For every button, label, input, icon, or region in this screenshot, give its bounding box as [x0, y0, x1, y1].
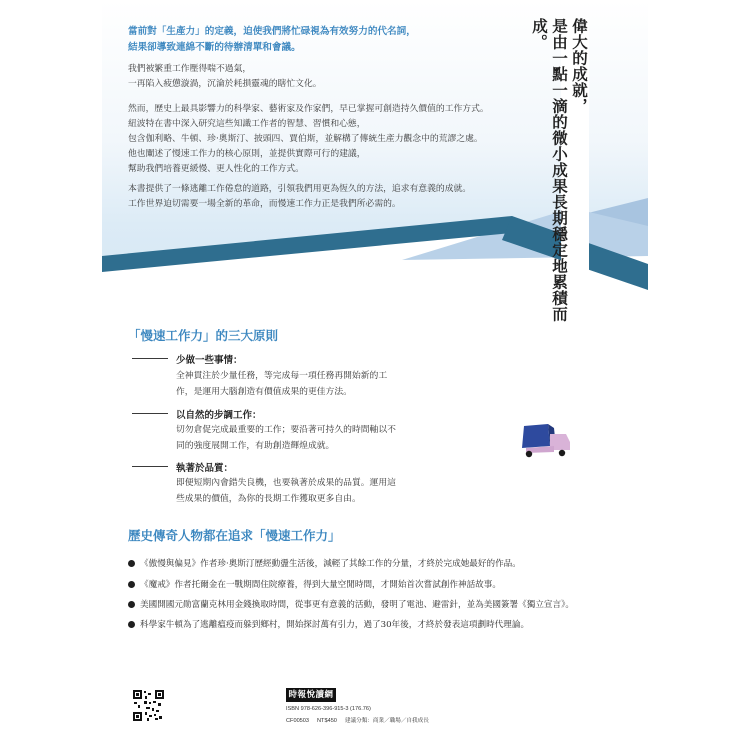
principle-heading: 少做一些事情： — [176, 355, 243, 366]
figure-text: 美國開國元勛富蘭克林用金錢換取時間，從事更有意義的活動，發明了電池、避雷針，並為美國簽署《獨立宣言》。 — [140, 600, 574, 610]
principle-body-line: 即便短期內會錯失良機，也要執著於成果的品質。運用這 — [176, 478, 396, 488]
qr-code-icon[interactable] — [132, 689, 165, 722]
principle-divider — [132, 413, 168, 414]
figure-list-item — [128, 557, 521, 569]
bullet-icon — [128, 621, 135, 628]
paragraph-line: 一再陷入疲憊漩渦，沉淪於耗損靈魂的瞎忙文化。 — [128, 79, 322, 89]
intro-headline-line: 結果卻導致連綿不斷的待辦清單和會議。 — [128, 42, 301, 53]
intro-paragraph-2 — [128, 102, 558, 177]
paragraph-line: 工作世界迫切需要一場全新的革命，而慢速工作力正是我們所必需的。 — [128, 199, 401, 209]
paragraph-line: 紐波特在書中深入研究這些知識工作者的智慧、習慣和心態， — [128, 119, 366, 129]
bullet-icon — [128, 601, 135, 608]
footer-meta — [286, 716, 437, 724]
price-text: NT$450 — [317, 718, 337, 724]
paragraph-line: 他也闡述了慢速工作力的核心原則，並提供實際可行的建議， — [128, 149, 366, 159]
figure-list-item — [128, 618, 529, 630]
principle-body-line: 切勿倉促完成最重要的工作；要沿著可持久的時間軸以不 — [176, 425, 396, 435]
paragraph-line: 包含伽利略、牛頓、珍·奧斯汀、披頭四、賈伯斯，並解構了傳統生產力觀念中的荒謬之處。 — [128, 134, 483, 144]
paragraph-line: 本書提供了一條逃離工作倦怠的道路，引領我們用更為恆久的方法，追求有意義的成就。 — [128, 184, 472, 194]
vertical-title-line: 是由一點一滴的微小成果長期穩定地累積而成。 — [530, 18, 568, 322]
principle-body — [176, 475, 446, 507]
vertical-title-line: 偉大的成就， — [570, 18, 588, 114]
principle-heading: 以自然的步調工作： — [176, 410, 262, 421]
paragraph-line: 幫助我們培養更緩慢、更人性化的工作方式。 — [128, 164, 304, 174]
figure-text: 《傲慢與偏見》作者珍·奧斯汀歷經動盪生活後，減輕了其餘工作的分量，才終於完成她最好的作品。 — [140, 559, 521, 569]
figures-title: 歷史傳奇人物都在追求「慢速工作力」 — [128, 528, 341, 543]
vertical-title — [530, 18, 589, 338]
figure-text: 科學家牛頓為了逃離瘟疫而躲到鄉村，開始探討萬有引力，過了30年後，才終於發表這項劃時代理論。 — [140, 620, 530, 630]
principle-divider — [132, 466, 168, 467]
principle-body-line: 同的強度展開工作，有助創造輝煌成就。 — [176, 441, 335, 451]
category-text: 建議分類：商業／職場／自我成長 — [344, 718, 429, 724]
paragraph-line: 然而，歷史上最具影響力的科學家、藝術家及作家們，早已掌握可創造持久價值的工作方式。 — [128, 104, 489, 114]
principle-body-line: 些成果的價值，為你的長期工作獲取更多自由。 — [176, 494, 361, 504]
bullet-icon — [128, 560, 135, 567]
principle-divider — [132, 358, 168, 359]
intro-paragraph-3 — [128, 182, 558, 212]
principle-body-line: 全神貫注於少量任務，等完成每一項任務再開始新的工 — [176, 371, 388, 381]
principle-body-line: 作，是運用大腦創造有價值成果的更佳方法。 — [176, 387, 352, 397]
figure-list-item — [128, 598, 574, 610]
principle-body — [176, 422, 446, 454]
principle-body — [176, 368, 446, 400]
truck-icon — [514, 420, 574, 460]
isbn-text: ISBN 978-626-396-915-3 (176.76) — [286, 706, 371, 712]
paragraph-line: 我們被繁重工作壓得喘不過氣， — [128, 64, 252, 74]
figure-text: 《魔戒》作者托爾金在一戰期間住院療養，得到大量空閒時間，才開始首次嘗試創作神話故事。 — [140, 580, 501, 590]
intro-paragraph-1 — [128, 62, 558, 92]
intro-headline — [128, 24, 548, 56]
intro-headline-line: 當前對「生產力」的定義，迫使我們將忙碌視為有效努力的代名詞， — [128, 26, 416, 37]
principles-title: 「慢速工作力」的三大原則 — [128, 328, 279, 343]
figure-list-item — [128, 578, 501, 590]
product-code: CF00503 — [286, 718, 310, 724]
publisher-logo: 時報悅讀網 — [286, 688, 336, 702]
principle-heading: 執著於品質： — [176, 463, 234, 474]
bullet-icon — [128, 581, 135, 588]
